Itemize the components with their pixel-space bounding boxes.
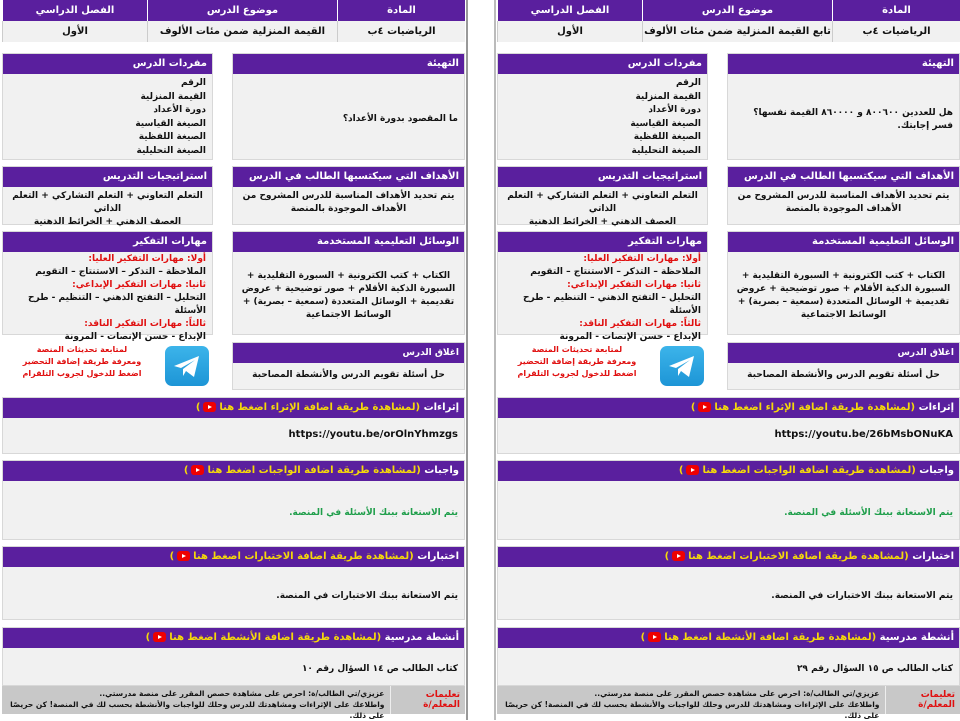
- telegram-icon[interactable]: [165, 346, 209, 386]
- warmup-text: ما المقصود بدورة الأعداد؟: [342, 114, 458, 124]
- tests-title: اختبارات: [417, 551, 459, 562]
- thinking-list: [3, 252, 212, 347]
- vocab-item: الصيغة القياسية: [630, 118, 701, 129]
- thinking-list: [498, 252, 707, 347]
- topic-value: تابع القيمة المنزلية ضمن مئات الألوف: [642, 21, 832, 42]
- homework-text: يتم الاستعانة ببنك الأسئلة في المنصة.: [784, 507, 953, 518]
- telegram-line: ومعرفة طريقة إضافة التحضير: [517, 357, 637, 366]
- warmup-text: هل للعددين ٨٠٠٦٠٠ و ٨٦٠٠٠٠ القيمة نفسها؟ فسر إجابتك.: [753, 107, 953, 131]
- youtube-icon[interactable]: [191, 465, 204, 475]
- lesson-plan-page: [2, 0, 465, 720]
- subject-value: الرياضيات ٤ب: [337, 21, 465, 42]
- enrichment-header: [3, 398, 464, 418]
- teacher-instructions: [2, 686, 465, 720]
- tests-title: اختبارات: [912, 551, 954, 562]
- activities-text: كتاب الطالب ص ١٤ السؤال رقم ١٠: [301, 664, 458, 674]
- vocab-item: الصيغة التحليلية: [136, 145, 206, 156]
- activities-title: أنشطة مدرسية: [384, 632, 459, 643]
- activities-section: [497, 627, 960, 686]
- subject-value: الرياضيات ٤ب: [832, 21, 960, 42]
- telegram-line: اضغط للدخول لجروب التلقرام: [22, 369, 142, 378]
- youtube-icon[interactable]: [203, 402, 216, 412]
- youtube-icon[interactable]: [153, 632, 166, 642]
- thinking-line: أولا: مهارات التفكير العليا:: [88, 254, 206, 264]
- thinking-line: ثالثاً: مهارات التفكير الناقد:: [84, 319, 206, 329]
- youtube-icon[interactable]: [686, 465, 699, 475]
- homework-link-text[interactable]: (لمشاهدة طريقة اضافة الواجبات اضغط هنا: [207, 465, 421, 476]
- teacher-instructions: [497, 686, 960, 720]
- close-paren: ): [664, 551, 670, 562]
- enrichment-link-text[interactable]: (لمشاهدة طريقة اضافة الإثراء اضغط هنا: [219, 402, 421, 413]
- goals-text: يتم تحديد الأهداف المناسبة للدرس المشروح من الأهداف الموجودة بالمنصة: [242, 191, 455, 214]
- teacher-line: عزيزي/تي الطالب/ة: احرص على مشاهدة حصص المقرر على منصة مدرستي..: [594, 689, 880, 698]
- strategies-header: استراتيجيات التدريس: [3, 167, 212, 187]
- vocab-item: الرقم: [675, 78, 701, 88]
- thinking-section: [497, 231, 708, 342]
- activities-video-link[interactable]: [146, 632, 382, 643]
- teacher-instructions-text: [2, 686, 390, 720]
- activities-text: كتاب الطالب ص ١٥ السؤال رقم ٢٩: [796, 664, 953, 674]
- vocab-header: مفردات الدرس: [3, 54, 212, 74]
- strategies-section: [2, 166, 213, 225]
- aids-header: الوسائل التعليمية المستخدمة: [233, 232, 464, 252]
- aids-text: الكتاب + كتب الكترونية + السبورة التقليدية + السبورة الذكية الأقلام + صور توضيحية + عروض تقديمية + الوسائل المتعددة (سمعية – بصرية) + الوسائط الاجتماعية: [736, 271, 951, 320]
- goals-section: [727, 166, 960, 225]
- thinking-line: ثانيا: مهارات التفكير الإبداعي:: [72, 280, 206, 290]
- telegram-promo[interactable]: [517, 344, 637, 380]
- tests-text: يتم الاستعانة ببنك الاختبارات في المنصة.: [771, 590, 953, 601]
- vocab-item: الصيغة اللفظية: [633, 132, 701, 142]
- strategy-line: العصف الذهني + الخرائط الذهنية: [33, 217, 182, 227]
- homework-text: يتم الاستعانة ببنك الأسئلة في المنصة.: [289, 507, 458, 518]
- telegram-promo[interactable]: [22, 344, 142, 380]
- warmup-header: التهيئة: [728, 54, 959, 74]
- goals-header: الأهداف التي سيكتسبها الطالب في الدرس: [233, 167, 464, 187]
- youtube-icon[interactable]: [672, 551, 685, 561]
- aids-section: [232, 231, 465, 335]
- tests-link-text[interactable]: (لمشاهدة طريقة اضافة الاختبارات اضغط هنا: [193, 551, 414, 562]
- vocab-item: القيمة المنزلية: [140, 91, 206, 102]
- vocab-header: مفردات الدرس: [498, 54, 707, 74]
- strategy-line: العصف الذهني + الخرائط الذهنية: [528, 217, 677, 227]
- homework-section: [2, 460, 465, 540]
- homework-title: واجبات: [424, 465, 459, 476]
- teacher-instructions-text: [497, 686, 885, 720]
- homework-video-link[interactable]: [679, 465, 916, 476]
- closing-section: [727, 342, 960, 390]
- tests-link-text[interactable]: (لمشاهدة طريقة اضافة الاختبارات اضغط هنا: [688, 551, 909, 562]
- enrichment-title: إثراءات: [423, 402, 459, 413]
- tests-section: [2, 546, 465, 620]
- close-paren: ): [169, 551, 175, 562]
- closing-section: [232, 342, 465, 390]
- telegram-line: اضغط للدخول لجروب التلقرام: [517, 369, 637, 378]
- thinking-line: التحليل – التفتح الذهني – التنظيم - طرح الأسئلة: [522, 293, 701, 316]
- semester-value: الأول: [497, 21, 642, 42]
- teacher-instructions-label: تعليمات المعلم/ة: [390, 686, 465, 714]
- topic-label: موضوع الدرس: [642, 0, 832, 21]
- teacher-line: واطلاعك على الإثراءات ومشاهدتك للدرس وحلك للواجبات والأنشطة بحسب لك في المنصة! كن حريصًا على ذلك.: [505, 700, 880, 720]
- activities-title: أنشطة مدرسية: [879, 632, 954, 643]
- strategy-line: التعلم التعاوني + التعلم التشاركي + التعلم الذاتي: [507, 191, 698, 214]
- vocab-item: دورة الأعداد: [153, 105, 206, 115]
- close-paren: ): [195, 402, 201, 413]
- thinking-header: مهارات التفكير: [3, 232, 212, 252]
- thinking-line: الإبداع - حسن الإنصات - المرونة: [64, 332, 206, 342]
- close-paren: ): [640, 632, 646, 643]
- youtube-icon[interactable]: [177, 551, 190, 561]
- vocab-item: الصيغة القياسية: [135, 118, 206, 129]
- youtube-icon[interactable]: [648, 632, 661, 642]
- thinking-line: التحليل – التفتح الذهني – التنظيم - طرح الأسئلة: [27, 293, 206, 316]
- tests-header: [498, 547, 959, 567]
- goals-header: الأهداف التي سيكتسبها الطالب في الدرس: [728, 167, 959, 187]
- enrichment-video-link[interactable]: [196, 402, 420, 413]
- strategies-header: استراتيجيات التدريس: [498, 167, 707, 187]
- thinking-section: [2, 231, 213, 342]
- teacher-line: عزيزي/تي الطالب/ة: احرص على مشاهدة حصص المقرر على منصة مدرستي..: [99, 689, 385, 698]
- close-paren: ): [690, 402, 696, 413]
- goals-text: يتم تحديد الأهداف المناسبة للدرس المشروح من الأهداف الموجودة بالمنصة: [737, 191, 950, 214]
- strategies-section: [497, 166, 708, 225]
- lesson-plan-page: [497, 0, 960, 720]
- vocab-section: [2, 53, 213, 160]
- aids-section: [727, 231, 960, 335]
- goals-section: [232, 166, 465, 225]
- homework-video-link[interactable]: [184, 465, 421, 476]
- thinking-line: الإبداع - حسن الإنصات - المرونة: [559, 332, 701, 342]
- telegram-line: ومعرفة طريقة إضافة التحضير: [22, 357, 142, 366]
- homework-link-text[interactable]: (لمشاهدة طريقة اضافة الواجبات اضغط هنا: [702, 465, 916, 476]
- homework-title: واجبات: [919, 465, 954, 476]
- close-paren: ): [145, 632, 151, 643]
- enrichment-header: [498, 398, 959, 418]
- thinking-line: الملاحظة – التذكر – الاستنتاج – التقويم: [530, 267, 701, 277]
- topic-value: القيمة المنزلية ضمن مئات الألوف: [147, 21, 337, 42]
- thinking-line: الملاحظة – التذكر – الاستنتاج – التقويم: [35, 267, 206, 277]
- enrichment-link-text[interactable]: (لمشاهدة طريقة اضافة الإثراء اضغط هنا: [714, 402, 916, 413]
- close-paren: ): [678, 465, 684, 476]
- page-separator: [466, 0, 496, 720]
- strategies-text: [498, 187, 707, 232]
- semester-label: الفصل الدراسي: [497, 0, 642, 21]
- vocab-section: [497, 53, 708, 160]
- homework-header: [498, 461, 959, 481]
- enrichment-url[interactable]: https://youtu.be/26bMsbONuKA: [774, 429, 953, 440]
- enrichment-title: إثراءات: [918, 402, 954, 413]
- aids-text: الكتاب + كتب الكترونية + السبورة التقليدية + السبورة الذكية الأقلام + صور توضيحية + عروض تقديمية + الوسائل المتعددة (سمعية – بصرية) + الوسائط الاجتماعية: [241, 271, 456, 320]
- tests-video-link[interactable]: [665, 551, 909, 562]
- semester-label: الفصل الدراسي: [2, 0, 147, 21]
- activities-section: [2, 627, 465, 686]
- vocab-item: الصيغة اللفظية: [138, 132, 206, 142]
- enrichment-section: [497, 397, 960, 454]
- warmup-section: [232, 53, 465, 160]
- thinking-line: ثانيا: مهارات التفكير الإبداعي:: [567, 280, 701, 290]
- subject-label: المادة: [832, 0, 960, 21]
- homework-section: [497, 460, 960, 540]
- strategy-line: التعلم التعاوني + التعلم التشاركي + التعلم الذاتي: [12, 191, 203, 214]
- close-paren: ): [183, 465, 189, 476]
- topic-label: موضوع الدرس: [147, 0, 337, 21]
- activities-header: [498, 628, 959, 648]
- thinking-header: مهارات التفكير: [498, 232, 707, 252]
- vocab-item: الصيغة التحليلية: [631, 145, 701, 156]
- activities-header: [3, 628, 464, 648]
- telegram-line: لمتابعة تحديثات المنصة: [36, 345, 128, 354]
- tests-text: يتم الاستعانة ببنك الاختبارات في المنصة.: [276, 590, 458, 601]
- tests-section: [497, 546, 960, 620]
- vocab-list: [498, 74, 707, 161]
- teacher-instructions-label: تعليمات المعلم/ة: [885, 686, 960, 714]
- enrichment-url[interactable]: https://youtu.be/orOlnYhmzgs: [288, 429, 458, 440]
- tests-video-link[interactable]: [170, 551, 414, 562]
- enrichment-section: [2, 397, 465, 454]
- warmup-header: التهيئة: [233, 54, 464, 74]
- thinking-line: أولا: مهارات التفكير العليا:: [583, 254, 701, 264]
- activities-link-text[interactable]: (لمشاهدة طريقة اضافة الأنشطة اضغط هنا: [664, 632, 877, 643]
- telegram-line: لمتابعة تحديثات المنصة: [531, 345, 623, 354]
- semester-value: الأول: [2, 21, 147, 42]
- subject-label: المادة: [337, 0, 465, 21]
- warmup-section: [727, 53, 960, 160]
- thinking-line: ثالثاً: مهارات التفكير الناقد:: [579, 319, 701, 329]
- closing-text: حل أسئلة تقويم الدرس والأنشطة المصاحبة: [252, 370, 445, 380]
- aids-header: الوسائل التعليمية المستخدمة: [728, 232, 959, 252]
- enrichment-video-link[interactable]: [691, 402, 915, 413]
- tests-header: [3, 547, 464, 567]
- activities-video-link[interactable]: [641, 632, 877, 643]
- telegram-icon[interactable]: [660, 346, 704, 386]
- closing-header: اغلاق الدرس: [728, 343, 959, 363]
- activities-link-text[interactable]: (لمشاهدة طريقة اضافة الأنشطة اضغط هنا: [169, 632, 382, 643]
- closing-header: اغلاق الدرس: [233, 343, 464, 363]
- vocab-item: الرقم: [180, 78, 206, 88]
- homework-header: [3, 461, 464, 481]
- vocab-item: القيمة المنزلية: [635, 91, 701, 102]
- youtube-icon[interactable]: [698, 402, 711, 412]
- strategies-text: [3, 187, 212, 232]
- vocab-item: دورة الأعداد: [648, 105, 701, 115]
- vocab-list: [3, 74, 212, 161]
- closing-text: حل أسئلة تقويم الدرس والأنشطة المصاحبة: [747, 370, 940, 380]
- teacher-line: واطلاعك على الإثراءات ومشاهدتك للدرس وحلك للواجبات والأنشطة بحسب لك في المنصة! كن حريصًا على ذلك.: [10, 700, 385, 720]
